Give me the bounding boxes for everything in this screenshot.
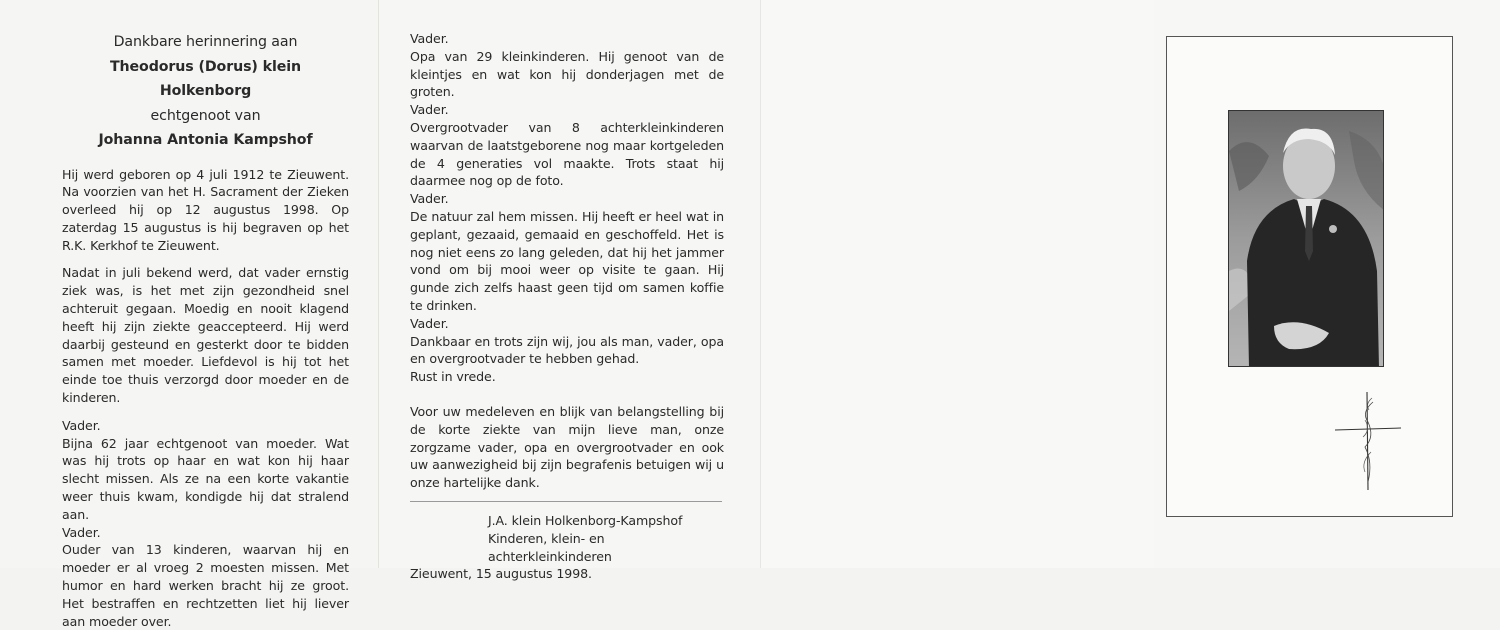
- deceased-name: Theodorus (Dorus) klein Holkenborg: [109, 58, 302, 99]
- heading-block: [62, 30, 349, 153]
- signature-widow: J.A. klein Holkenborg-Kampshof: [488, 512, 683, 528]
- thanks-paragraph: Voor uw medeleven en blijk van belangstelling bij de korte ziekte van mijn lieve man, onze zorgzame vader, opa en overgrootvader en ook uw aanwezigheid bij zijn begrafenis betuigen wij u onze hartelijke dank.: [410, 403, 724, 491]
- illness-paragraph: Nadat in juli bekend werd, dat vader ernstig ziek was, is het met zijn gezondheid snel achteruit gegaan. Moedig en nooit klagend heeft hij zijn ziekte geaccepteerd. Hij werd daarbij gesteund en gesterkt door te bidden samen met moeder. Liefdevol is hij tot het einde toe thuis verzorgd door moeder en de kinderen.: [62, 265, 349, 406]
- vader-line: Vader.: [62, 417, 101, 433]
- signature-family: Kinderen, klein- en achterkleinkinderen: [488, 530, 612, 564]
- card-page-middle: [378, 0, 760, 582]
- card-page-left: [0, 0, 378, 629]
- card-page-blank: [760, 0, 1154, 568]
- cross-icon: [1335, 392, 1401, 492]
- left-text-column: [62, 30, 349, 630]
- tie: [1305, 206, 1313, 261]
- vader-line: Vader.: [62, 524, 101, 540]
- vader-line: Vader.: [410, 31, 449, 46]
- portrait-image: [1229, 111, 1384, 367]
- vader-line: Vader.: [410, 102, 449, 118]
- divider: [410, 501, 722, 502]
- vader-line: Vader.: [410, 315, 449, 331]
- children-paragraph: Ouder van 13 kinderen, waarvan hij en moeder er al vroeg 2 moesten missen. Met humor en hard werken bracht hij ze groot. Het bestraffen en rechtzetten liet hij liever aan moeder over.: [62, 542, 349, 629]
- gratitude-paragraph: Dankbaar en trots zijn wij, jou als man, vader, opa en overgrootvader te hebben gehad.: [410, 333, 724, 367]
- rest-in-peace: Rust in vrede.: [410, 369, 496, 385]
- card-page-right: [1154, 0, 1500, 568]
- photo-frame: [1166, 36, 1453, 517]
- nature-paragraph: De natuur zal hem missen. Hij heeft er heel wat in geplant, gezaaid, gemaaid en geschoffeld. Het is nog niet eens zo lang geleden, dat hij het jammer vond om bij mooi weer op visite te gaan. Hij gunde zich zelfs haast geen tijd om samen koffie te drinken.: [410, 208, 724, 313]
- spouse-name: Johanna Antonia Kampshof: [98, 132, 313, 148]
- heading-line-3: echtgenoot van: [150, 107, 261, 124]
- place-date: Zieuwent, 15 augustus 1998.: [410, 566, 592, 582]
- vader-line: Vader.: [410, 191, 449, 207]
- middle-text-column: [410, 30, 724, 583]
- portrait-photo: [1228, 110, 1384, 367]
- heading-line-1: Dankbare herinnering aan: [113, 34, 298, 50]
- grandchildren-paragraph: Opa van 29 kleinkinderen. Hij genoot van de kleintjes en wat kon hij donderjagen met de groten.: [410, 48, 724, 100]
- great-grandchildren-paragraph: Overgrootvader van 8 achterkleinkinderen waarvan de laatstgeborene nog maar kortgeleden de 4 generaties vol maakte. Trots staat hij daarmee nog op de foto.: [410, 119, 724, 189]
- birth-death-paragraph: Hij werd geboren op 4 juli 1912 te Zieuwent. Na voorzien van het H. Sacrament der Zieken overleed hij op 12 augustus 1998. Op zaterdag 15 augustus is hij begraven op het R.K. Kerkhof te Zieuwent.: [62, 166, 349, 253]
- husband-paragraph: Bijna 62 jaar echtgenoot van moeder. Wat was hij trots op haar en wat kon hij haar slecht missen. Als ze na een korte vakantie weer thuis kwam, kondigde hij dat stralend aan.: [62, 435, 349, 522]
